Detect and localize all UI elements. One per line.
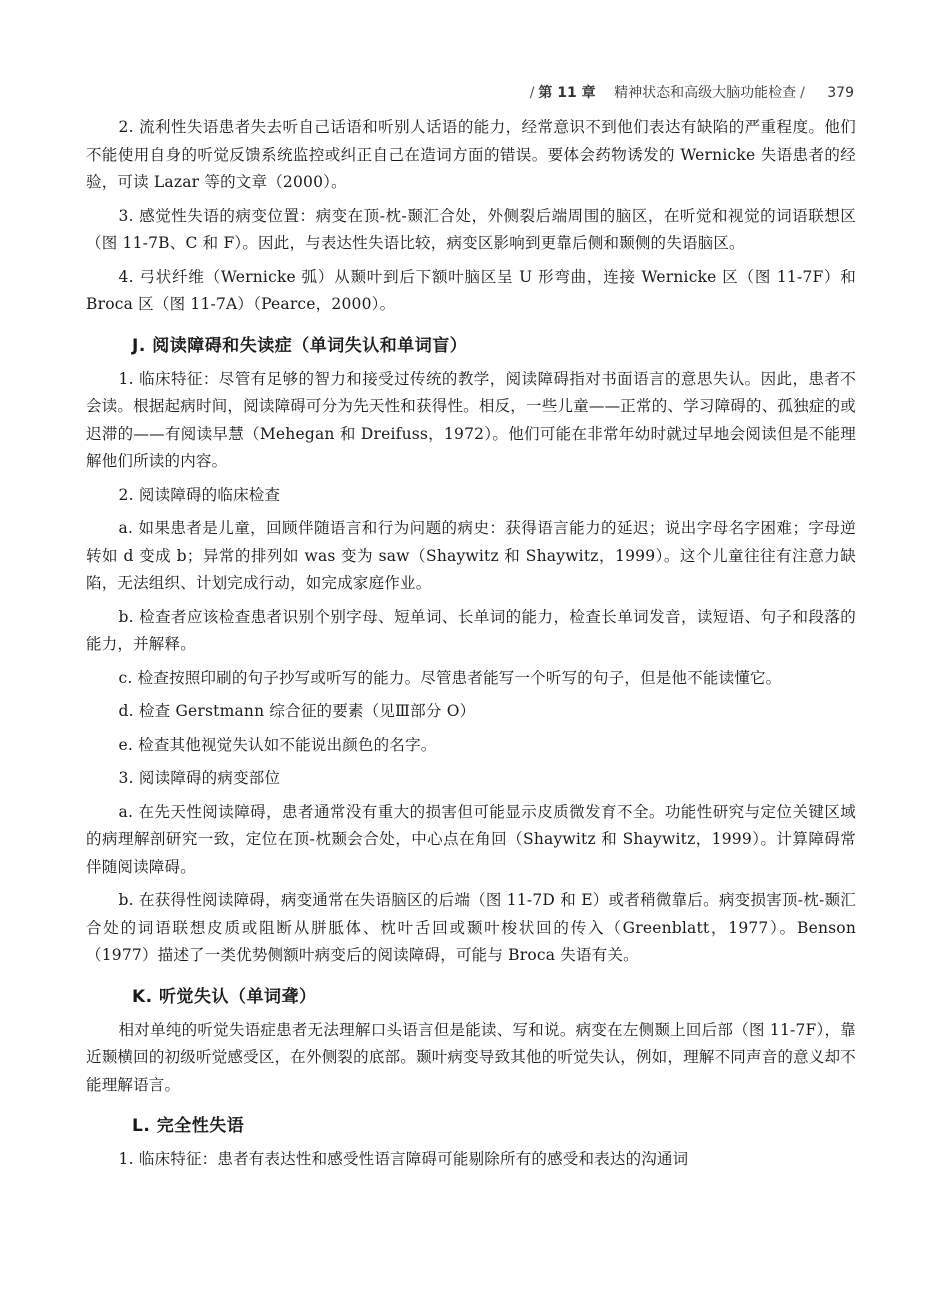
section-heading-k: K. 听觉失认（单词聋） <box>132 986 317 1007</box>
header-slash: / <box>529 85 535 101</box>
section-heading-j: J. 阅读障碍和失读症（单词失认和单词盲） <box>132 335 468 356</box>
paragraph: 3. 阅读障碍的病变部位 <box>118 769 281 787</box>
paragraph: a. 如果患者是儿童，回顾伴随语言和行为问题的病史：获得语言能力的延迟；说出字母名字困难；字母逆转如 d 变成 b；异常的排列如 was 变为 saw（Shaywitz 和 Shaywitz，1999）。这个儿童往往有注意力缺陷，无法组织、计划完成行动，如完成家庭作业。 <box>86 519 856 592</box>
paragraph: 2. 流利性失语患者失去听自己话语和听别人话语的能力，经常意识不到他们表达有缺陷的严重程度。他们不能使用自身的听觉反馈系统监控或纠正自己在造词方面的错误。要体会药物诱发的 Wernicke 失语患者的经验，可读 Lazar 等的文章（2000）。 <box>86 118 856 191</box>
paragraph: a. 在先天性阅读障碍，患者通常没有重大的损害但可能显示皮质微发育不全。功能性研究与定位关键区域的病理解剖研究一致，定位在顶-枕颞会合处，中心点在角回（Shaywitz 和 Shaywitz，1999）。计算障碍常伴随阅读障碍。 <box>86 802 856 876</box>
book-page <box>86 82 856 1180</box>
paragraph: b. 在获得性阅读障碍，病变通常在失语脑区的后端（图 11-7D 和 E）或者稍微靠后。病变损害顶-枕-颞汇合处的词语联想皮质或阻断从胼胝体、枕叶舌回或颞叶梭状回的传入（Greenblatt，1977）。Benson（1977）描述了一类优势侧额叶病变后的阅读障碍，可能与 Broca 失语有关。 <box>86 891 856 964</box>
paragraph: 2. 阅读障碍的临床检查 <box>118 485 281 504</box>
paragraph: 1. 临床特征：尽管有足够的智力和接受过传统的教学，阅读障碍指对书面语言的意思失认。因此，患者不会读。根据起病时间，阅读障碍可分为先天性和获得性。相反，一些儿童——正常的、学习障碍的、孤独症的或迟滞的——有阅读早慧（Mehegan 和 Dreifuss，1972）。他们可能在非常年幼时就过早地会阅读但是不能理解他们所读的内容。 <box>86 369 856 470</box>
paragraph: 相对单纯的听觉失语症患者无法理解口头语言但是能读、写和说。病变在左侧颞上回后部（图 11-7F），靠近颞横回的初级听觉感受区，在外侧裂的底部。颞叶病变导致其他的听觉失认，例如，理解不同声音的意义却不能理解语言。 <box>86 1020 856 1094</box>
paragraph: b. 检查者应该检查患者识别个别字母、短单词、长单词的能力，检查长单词发音，读短语、句子和段落的能力，并解释。 <box>86 607 856 653</box>
section-heading-l: L. 完全性失语 <box>132 1116 245 1136</box>
paragraph: d. 检查 Gerstmann 综合征的要素（见Ⅲ部分 O） <box>118 702 476 720</box>
page-number: 379 <box>827 85 854 101</box>
running-header <box>86 82 856 102</box>
chapter-number: 第 11 章 <box>538 85 596 101</box>
paragraph: 4. 弓状纤维（Wernicke 弧）从颞叶到后下额叶脑区呈 U 形弯曲，连接 Wernicke 区（图 11-7F）和 Broca 区（图 11-7A）（Pearce，2000）。 <box>86 267 856 313</box>
paragraph: c. 检查按照印刷的句子抄写或听写的能力。尽管患者能写一个听写的句子，但是他不能读懂它。 <box>118 668 782 687</box>
paragraph: 3. 感觉性失语的病变位置：病变在顶-枕-颞汇合处，外侧裂后端周围的脑区，在听觉和视觉的词语联想区（图 11-7B、C 和 F）。因此，与表达性失语比较，病变区影响到更靠后侧和颞侧的失语脑区。 <box>86 206 856 252</box>
chapter-title: 精神状态和高级大脑功能检查 <box>614 85 797 101</box>
header-slash: / <box>800 85 805 101</box>
paragraph: 1. 临床特征：患者有表达性和感受性语言障碍可能剔除所有的感受和表达的沟通词 <box>118 1150 689 1168</box>
paragraph: e. 检查其他视觉失认如不能说出颜色的名字。 <box>118 735 437 754</box>
